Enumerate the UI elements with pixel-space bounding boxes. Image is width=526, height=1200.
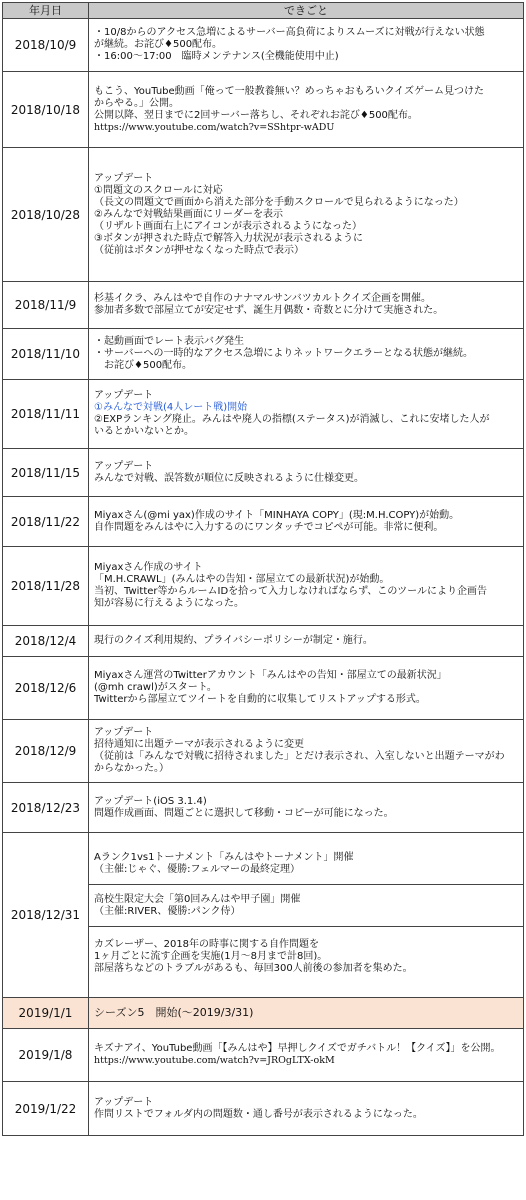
event-line: Aランク1vs1トーナメント「みんはやトーナメント」開催 (94, 852, 354, 863)
event-line: もこう、YouTube動画「俺って一般教養無い？めっちゃおもろいクイズゲーム見つけた (94, 85, 484, 97)
row-event (89, 282, 524, 329)
event-line: 自作問題をみんはやに入力するのにワンタッチでコピペが可能。非常に便利。 (94, 521, 444, 533)
event-group (94, 844, 520, 884)
table-row (3, 282, 524, 329)
event-line: キズナアイ、YouTube動画「【みんはや】早押しクイズでガチバトル！【クイズ】」を公開。 (94, 1043, 501, 1054)
event-line: Twitterから部屋立てツイートを自動的に収集してリストアップする形式。 (94, 694, 426, 705)
event-group (94, 86, 520, 134)
row-date: 2019/1/1 (3, 998, 89, 1029)
event-line: ・16:00～17:00 臨時メンテナンス(全機能使用中止) (94, 51, 339, 62)
table-row (3, 380, 524, 449)
video-link[interactable]: https://www.youtube.com/watch?v=JROgLTX-okM (94, 1055, 335, 1066)
row-event (89, 547, 524, 626)
event-line: 作問リストでフォルダ内の問題数・通し番号が表示されるようになった。 (94, 1108, 423, 1120)
row-event (89, 626, 524, 657)
event-line: みんなで対戦、誤答数が順位に反映されるように仕様変更。 (94, 472, 364, 484)
event-line: Miyaxさん作成のサイト (94, 562, 203, 573)
event-line: ③ボタンが押された時点で解答入力状況が表示されるように (94, 232, 363, 244)
event-line: （主催:RIVER、優勝:パンク侍） (94, 905, 241, 917)
event-line: お詫び♦500配布。 (94, 360, 193, 371)
event-group (94, 293, 520, 317)
event-line: ・起動画面でレート表示バグ発生 (94, 336, 244, 347)
table-row (3, 626, 524, 657)
event-group (94, 635, 520, 647)
event-line: （リザルト画面右上にアイコンが表示されるようになった） (94, 220, 362, 232)
event-line: 招待通知に出題テーマが表示されるように変更 (94, 739, 304, 750)
row-date: 2018/11/22 (3, 497, 89, 547)
event-group (94, 670, 520, 706)
row-event (89, 833, 524, 998)
event-line: 問題作成画面、問題ごとに選択して移動・コピーが可能になった。 (94, 807, 394, 819)
event-group (94, 27, 520, 63)
event-line: 高校生限定大会「第0回みんはや甲子園」開催 (94, 893, 301, 905)
event-line: 公開以降、翌日までに2回サーバー落ちし、それぞれお詫び♦500配布。 (94, 109, 418, 121)
event-line: 知が容易に行えるようになった。 (94, 598, 244, 609)
table-row (3, 1029, 524, 1082)
event-line: 当初、Twitter等からルームIDを拾って入力しなければならず、このツールにより企画告 (94, 586, 487, 597)
row-event (89, 998, 524, 1029)
header-row (3, 3, 524, 19)
event-line: ・サーバーへの一時的なアクセス急増によりネットワークエラーとなる状態が継続。 (94, 348, 473, 359)
row-date: 2018/10/18 (3, 72, 89, 148)
event-line: カズレーザー、2018年の時事に関する自作問題を (94, 938, 320, 950)
event-line: アップデート (94, 1096, 154, 1108)
table-row (3, 547, 524, 626)
row-event (89, 19, 524, 72)
event-group (94, 562, 520, 610)
table-row (3, 657, 524, 720)
row-date: 2018/12/4 (3, 626, 89, 657)
event-line: Miyaxさん(@mi yax)作成のサイト「MINHAYA COPY」(現:M.H.COPY)が始動。 (94, 509, 460, 521)
table-body (3, 19, 524, 1136)
table-row (3, 449, 524, 497)
table-row (3, 497, 524, 547)
event-group (89, 884, 523, 926)
event-group (89, 926, 523, 986)
event-line: アップデート (94, 390, 154, 401)
video-link[interactable]: https://www.youtube.com/watch?v=SShtpr-wADU (94, 121, 335, 133)
row-date: 2018/11/10 (3, 329, 89, 380)
event-line: Miyaxさん運営のTwitterアカウント「みんはやの告知・部屋立ての最新状況」 (94, 670, 447, 681)
row-event (89, 657, 524, 720)
table-row (3, 783, 524, 833)
event-line: が継続。お詫び♦500配布。 (94, 39, 223, 50)
event-group (94, 1097, 520, 1121)
table-row (3, 720, 524, 783)
event-line: （主催:じゃぐ、優勝:フェルマーの最終定理） (94, 864, 301, 875)
event-line: からやる。」公開。 (94, 97, 179, 109)
event-group (94, 796, 520, 820)
event-line: 現行のクイズ利用規約、プライバシーポリシーが制定・施行。 (94, 635, 373, 646)
table-row (3, 329, 524, 380)
event-group (94, 173, 520, 257)
row-event (89, 148, 524, 282)
row-date: 2018/12/9 (3, 720, 89, 783)
row-date: 2018/12/23 (3, 783, 89, 833)
row-date: 2019/1/8 (3, 1029, 89, 1082)
event-line: 「M.H.CRAWL」(みんはやの告知・部屋立ての最新状況)が始動。 (94, 574, 390, 585)
event-group (94, 727, 520, 775)
history-table (2, 2, 524, 1136)
event-group (94, 1007, 520, 1019)
row-date: 2018/12/6 (3, 657, 89, 720)
row-event (89, 783, 524, 833)
event-line: ・10/8からのアクセス急増によるサーバー高負荷によりスムーズに対戦が行えない状態 (94, 27, 485, 38)
event-line: からなかった。） (94, 763, 169, 774)
date-column-header: 年月日 (3, 3, 89, 19)
event-line: アップデート (94, 460, 154, 472)
row-event (89, 449, 524, 497)
event-line: （長文の問題文で画面から消えた部分を手動スクロールで見られるようになった） (94, 196, 464, 208)
row-date: 2018/10/9 (3, 19, 89, 72)
row-event (89, 1029, 524, 1082)
event-line: ①みんなで対戦(4人レート戦)開始 (94, 402, 248, 413)
event-line: ②EXPランキング廃止。みんはや廃人の指標(ステータス)が消滅し、これに安堵した人が (94, 414, 490, 425)
row-event (89, 380, 524, 449)
row-date: 2018/11/28 (3, 547, 89, 626)
row-event (89, 1082, 524, 1136)
row-date: 2018/12/31 (3, 833, 89, 998)
row-date: 2018/11/15 (3, 449, 89, 497)
event-line: (@mh crawl)がスタート。 (94, 682, 217, 693)
event-group (94, 461, 520, 485)
event-line: 部屋落ちなどのトラブルがあるも、毎回300人前後の参加者を集めた。 (94, 962, 413, 974)
table-row (3, 998, 524, 1029)
event-group (94, 1043, 520, 1067)
event-group (94, 390, 520, 438)
event-line: （従前はボタンが押せなくなった時点で表示） (94, 244, 304, 256)
event-line: （従前は「みんなで対戦に招待されました」とだけ表示され、入室しないと出題テーマがわ (94, 751, 505, 762)
row-date: 2018/10/28 (3, 148, 89, 282)
event-line: アップデート (94, 727, 154, 738)
event-line: ①問題文のスクロールに対応 (94, 184, 223, 196)
table-row (3, 148, 524, 282)
table-row (3, 833, 524, 998)
row-event (89, 720, 524, 783)
event-line: シーズン5 開始(～2019/3/31) (94, 1006, 254, 1019)
row-date: 2018/11/11 (3, 380, 89, 449)
event-line: 参加者多数で部屋立てが安定せず、誕生月偶数・奇数とに分けて実施された。 (94, 305, 444, 316)
event-column-header: できごと (89, 3, 524, 19)
row-event (89, 497, 524, 547)
table-row (3, 1082, 524, 1136)
row-date: 2018/11/9 (3, 282, 89, 329)
event-line: 杉基イクラ、みんはやで自作のナナマルサンバツカルトクイズ企画を開催。 (94, 293, 431, 304)
row-date: 2019/1/22 (3, 1082, 89, 1136)
event-line: いるとかいないとか。 (94, 426, 194, 437)
row-event (89, 72, 524, 148)
event-line: アップデート(iOS 3.1.4) (94, 795, 207, 807)
table-row (3, 19, 524, 72)
event-group (94, 336, 520, 372)
event-line: ②みんなで対戦結果画面にリーダーを表示 (94, 208, 283, 220)
event-group (94, 510, 520, 534)
row-event (89, 329, 524, 380)
table-row (3, 72, 524, 148)
event-line: 1ヶ月ごとに流す企画を実施(1月～8月まで計8回)。 (94, 950, 328, 962)
event-line: アップデート (94, 172, 154, 184)
